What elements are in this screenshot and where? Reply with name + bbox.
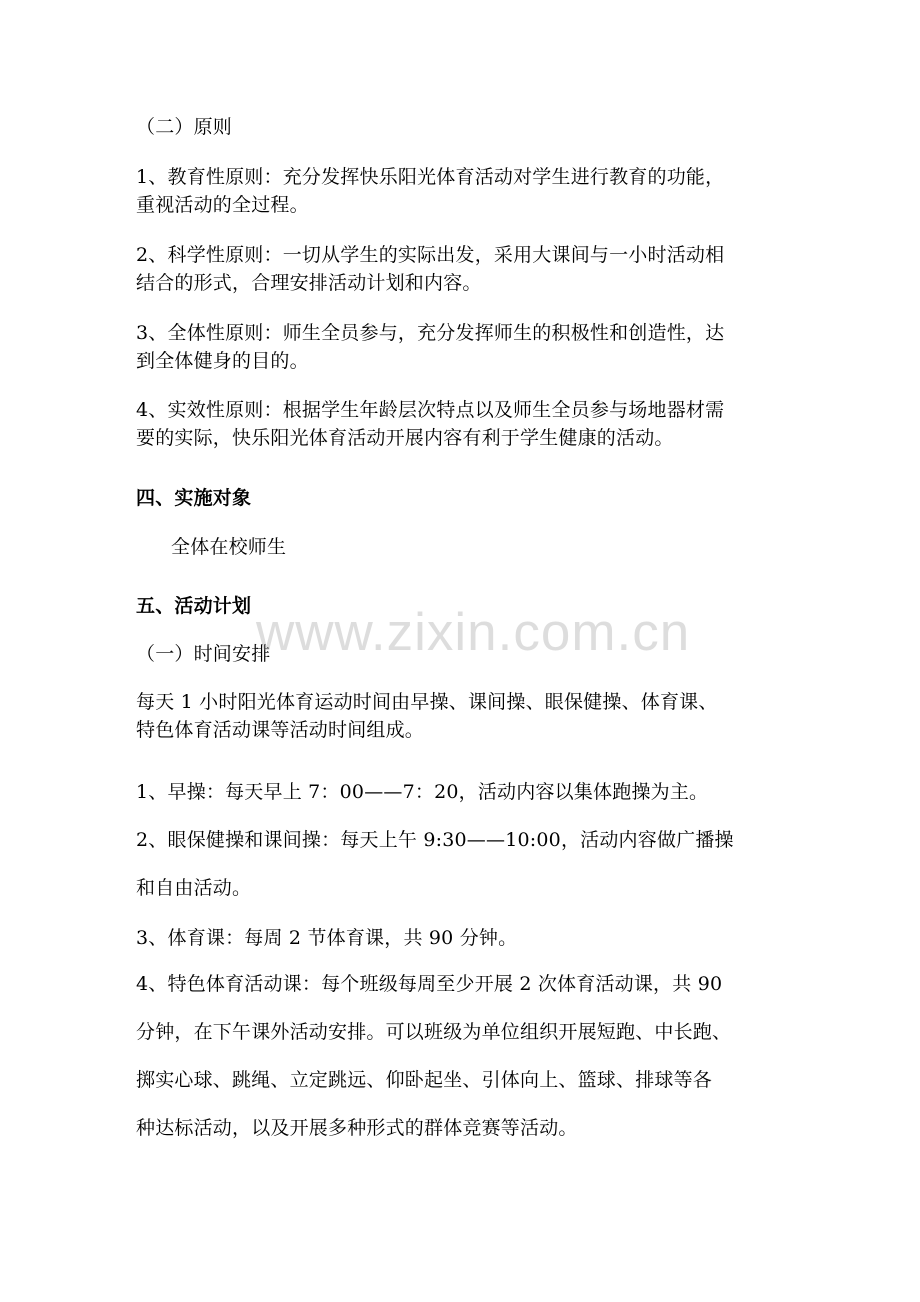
section-4-heading: 四、实施对象 — [136, 487, 252, 509]
principle-3-line-2: 到全体健身的目的。 — [136, 350, 309, 372]
schedule-item-4-line-3: 掷实心球、跳绳、立定跳远、仰卧起坐、引体向上、篮球、排球等各 — [136, 1069, 713, 1091]
schedule-intro-line-2: 特色体育活动课等活动时间组成。 — [136, 719, 425, 741]
principle-4-line-1: 4、实效性原则：根据学生年龄层次特点以及师生全员参与场地器材需 — [136, 399, 725, 421]
principle-1-line-2: 重视活动的全过程。 — [136, 194, 309, 216]
section-5-heading: 五、活动计划 — [136, 595, 252, 617]
principle-2-line-2: 结合的形式，合理安排活动计划和内容。 — [136, 272, 482, 294]
section-4-body: 全体在校师生 — [171, 536, 287, 558]
principle-3-line-1: 3、全体性原则：师生全员参与，充分发挥师生的积极性和创造性，达 — [136, 322, 725, 344]
schedule-intro-line-1: 每天 1 小时阳光体育运动时间由早操、课间操、眼保健操、体育课、 — [136, 691, 718, 713]
watermark: www.zixin.com.cn — [256, 603, 691, 662]
principle-1-line-1: 1、教育性原则：充分发挥快乐阳光体育活动对学生进行教育的功能， — [136, 166, 725, 188]
schedule-item-2-line-1: 2、眼保健操和课间操：每天上午 9:30——10:00，活动内容做广播操 — [136, 829, 734, 851]
schedule-item-2-line-2: 和自由活动。 — [136, 877, 252, 899]
schedule-item-4-line-4: 种达标活动，以及开展多种形式的群体竞赛等活动。 — [136, 1117, 578, 1139]
schedule-item-3: 3、体育课：每周 2 节体育课，共 90 分钟。 — [136, 927, 518, 949]
principle-4-line-2: 要的实际，快乐阳光体育活动开展内容有利于学生健康的活动。 — [136, 427, 674, 449]
principles-heading: （二）原则 — [136, 116, 233, 138]
schedule-item-1: 1、早操：每天早上 7：00——7：20，活动内容以集体跑操为主。 — [136, 781, 709, 803]
time-schedule-subheading: （一）时间安排 — [136, 643, 271, 665]
schedule-item-4-line-1: 4、特色体育活动课：每个班级每周至少开展 2 次体育活动课，共 90 — [136, 973, 723, 995]
principle-2-line-1: 2、科学性原则：一切从学生的实际出发，采用大课间与一小时活动相 — [136, 244, 725, 266]
schedule-item-4-line-2: 分钟，在下午课外活动安排。可以班级为单位组织开展短跑、中长跑、 — [136, 1021, 732, 1043]
